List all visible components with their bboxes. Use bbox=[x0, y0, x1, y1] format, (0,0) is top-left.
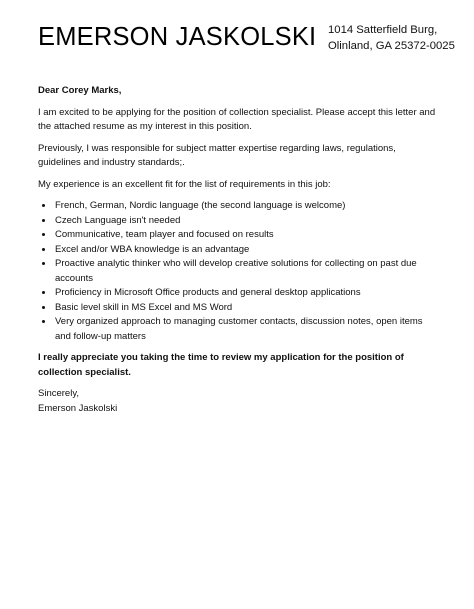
letter-header bbox=[38, 22, 455, 66]
list-item: • Proficiency in Microsoft Office products and general desktop applications bbox=[54, 286, 438, 301]
applicant-address bbox=[328, 22, 455, 54]
intro-paragraph: I am excited to be applying for the position of collection specialist. Please accept this letter and the attached resume as my interest in this position. bbox=[38, 106, 436, 132]
signoff: Sincerely, bbox=[38, 388, 80, 399]
list-item: • Very organized approach to managing customer contacts, discussion notes, open items and follow-up matters bbox=[54, 315, 438, 344]
list-item: • Communicative, team player and focused on results bbox=[54, 228, 438, 243]
experience-paragraph: Previously, I was responsible for subject matter expertise regarding laws, regulations, guidelines and industry standards;. bbox=[38, 142, 396, 168]
list-item: • Proactive analytic thinker who will develop creative solutions for collecting on past due accounts bbox=[54, 257, 438, 286]
address-line-1: 1014 Satterfield Burg, bbox=[328, 24, 438, 36]
closing-statement: I really appreciate you taking the time to review my application for the position of collection specialist. bbox=[38, 352, 404, 378]
applicant-name: EMERSON JASKOLSKI bbox=[38, 23, 317, 51]
list-item: • French, German, Nordic language (the second language is welcome) bbox=[54, 199, 438, 214]
list-item: • Czech Language isn't needed bbox=[54, 214, 438, 229]
salutation: Dear Corey Marks, bbox=[38, 85, 122, 96]
list-item: • Basic level skill in MS Excel and MS Word bbox=[54, 301, 438, 316]
signature-name: Emerson Jaskolski bbox=[38, 402, 118, 414]
address-line-2: Olinland, GA 25372-0025 bbox=[328, 40, 455, 52]
list-item: • Excel and/or WBA knowledge is an advantage bbox=[54, 243, 438, 258]
requirements-list bbox=[38, 199, 438, 344]
requirements-intro: My experience is an excellent fit for the list of requirements in this job: bbox=[38, 178, 331, 190]
letter-body bbox=[38, 84, 438, 416]
